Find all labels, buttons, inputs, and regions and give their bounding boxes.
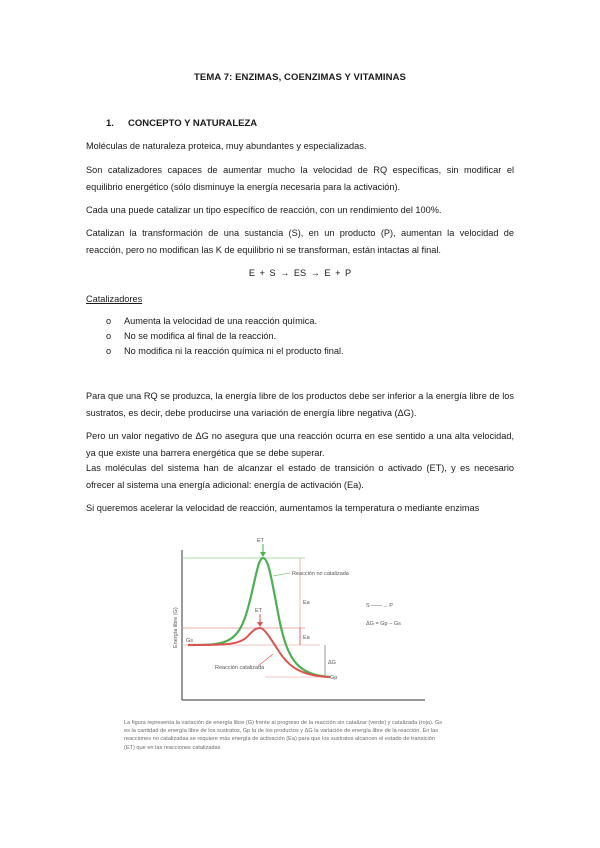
page-title: TEMA 7: ENZIMAS, COENZIMAS Y VITAMINAS (194, 72, 406, 83)
bullet-mark: o (106, 346, 112, 356)
list-item: o Aumenta la velocidad de una reacción química. (106, 314, 344, 329)
et-low-arrow-head (257, 622, 263, 627)
catalizadores-heading: Catalizadores (86, 294, 143, 304)
energy-diagram (170, 538, 430, 716)
list-item: o No modifica ni la reacción química ni el producto final. (106, 344, 344, 359)
bullet-mark: o (106, 316, 112, 326)
paragraph: Para que una RQ se produzca, la energía libre de los productos debe ser inferior a la energía libre de los sustratos, es decir, debe producirse una variación de energía libre negativa (ΔG). (86, 391, 514, 418)
gs-label: Gs (186, 638, 194, 644)
paragraph: Moléculas de naturaleza proteica, muy abundantes y especializadas. (86, 141, 367, 151)
figure-caption: La figura representa la variación de energía libre (G) frente al progreso de la reacción sin catalizar (verde) y catalizada (roja). Gs es la cantidad de energía libre de los sustratos, Gp la de los productos y ΔG la variación de energía libre de la reacción. En las reacciones no catalizadas se requiere más energía de activación (Ea) para que los sustratos alcancen el estado de transición (ET) que en las reacciones catalizadas (124, 720, 443, 751)
uncatalyzed-pointer (273, 573, 290, 576)
energy-diagram-svg (170, 538, 430, 716)
reaction-equation: E + S → ES → E + P (248, 268, 352, 278)
paragraph: Cada una puede catalizar un tipo específico de reacción, con un rendimiento del 100%. (86, 205, 442, 215)
et-top-label: ET (257, 538, 265, 544)
section-number: 1. (106, 118, 114, 129)
ea-big-label: Ea (303, 600, 310, 606)
paragraph: Si queremos acelerar la velocidad de reacción, aumentamos la temperatura o mediante enzimas (86, 503, 480, 513)
catalyzed-pointer (258, 654, 273, 666)
et-top-arrow-head (260, 552, 266, 557)
label-uncatalyzed: Reacción no catalizada (292, 571, 349, 577)
bullet-mark: o (106, 331, 112, 341)
y-axis-label: Energía libre (G) (173, 607, 179, 648)
delta-g-formula: ΔG = Gp − Gs (366, 621, 401, 627)
s-to-p-label: S ——→ P (366, 603, 393, 609)
paragraph: Son catalizadores capaces de aumentar mucho la velocidad de RQ específicas, sin modificar el equilibrio energético (sólo disminuye la energía necesaria para la activación). (86, 165, 514, 192)
paragraph: Catalizan la transformación de una sustancia (S), en un producto (P), aumentan la velocidad de reacción, pero no modifican las K de equilibrio ni se transforman, están intactas al final. (86, 228, 514, 255)
label-catalyzed: Reacción catalizada (215, 665, 265, 671)
delta-g-label: ΔG (328, 660, 336, 666)
section-title: CONCEPTO Y NATURALEZA (128, 118, 258, 129)
list-item: o No se modifica al final de la reacción. (106, 329, 344, 344)
et-low-label: ET (255, 608, 263, 614)
gp-label: Gp (330, 675, 338, 681)
paragraph: Las moléculas del sistema han de alcanzar el estado de transición o activado (ET), y es necesario ofrecer al sistema una energía adicional: energía de activación (Ea). (86, 463, 514, 490)
catalizadores-list (106, 314, 344, 359)
ea-small-label: Ea (303, 635, 310, 641)
paragraph: Pero un valor negativo de ΔG no asegura que una reacción ocurra en ese sentido a una alta velocidad, ya que existe una barrera energética que se debe superar. (86, 431, 514, 458)
section-heading (106, 118, 257, 129)
